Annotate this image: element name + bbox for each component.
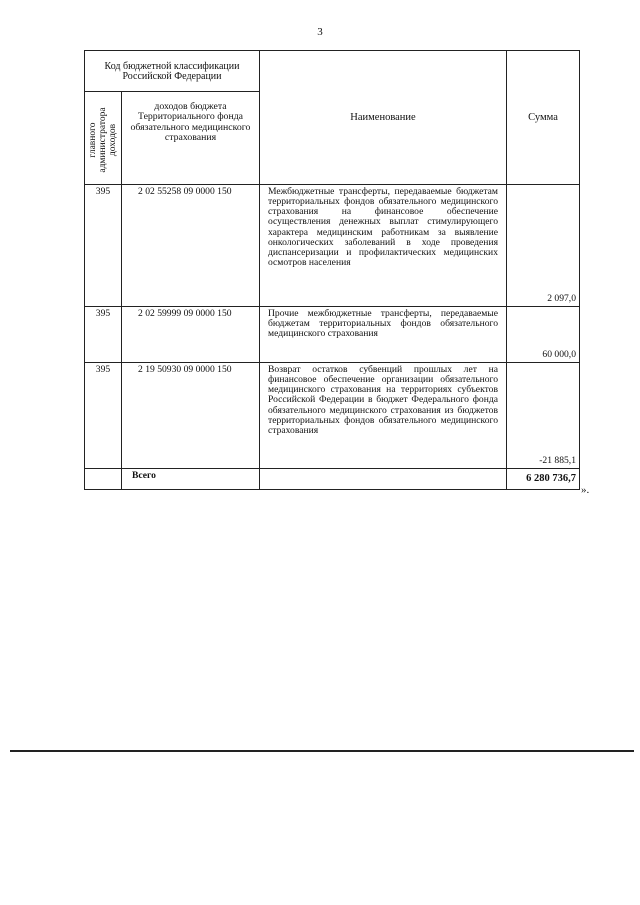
budget-table [84,50,580,490]
footer-rule [10,750,634,752]
cell-name: Прочие межбюджетные трансферты, передаваемые бюджетам территориальных фондов обязательного медицинского страхования [260,307,507,363]
header-admin-cell [85,92,122,185]
page-number: 3 [317,26,323,38]
cell-name: Возврат остатков субвенций прошлых лет на финансовое обеспечение организации обязательного медицинского страхования на территориях субъектов Российской Федерации в бюджет Федерального фонда обязательного медицинского страхования из бюджетов территориальных фондов обязательного медицинского страхования [260,363,507,469]
header-sum: Сумма [507,51,580,185]
cell-code: 2 02 59999 09 0000 150 [122,307,260,363]
header-row-1 [85,51,580,92]
total-row [85,469,580,490]
cell-code: 2 19 50930 09 0000 150 [122,363,260,469]
cell-name: Межбюджетные трансферты, передаваемые бюджетам территориальных фондов обязательного медицинского страхования на финансовое обеспечение осуществления денежных выплат стимулирующего характера медицинским работникам за выявление онкологических заболеваний в ходе проведения диспансеризации и профилактических медицинских осмотров населения [260,185,507,307]
header-admin: главного администратора доходов [87,107,118,173]
header-code-group: Код бюджетной классификации Российской Федерации [85,51,260,92]
cell-admin: 395 [85,363,122,469]
table-row [85,185,580,307]
total-sum: 6 280 736,7 [507,469,580,490]
cell-admin: 395 [85,185,122,307]
total-empty-cell [85,469,122,490]
header-name: Наименование [260,51,507,185]
total-empty-name-cell [260,469,507,490]
table-row [85,307,580,363]
closing-quote: ». [581,484,590,496]
cell-code: 2 02 55258 09 0000 150 [122,185,260,307]
header-income: доходов бюджета Территориального фонда обязательного медицинского страхования [122,92,260,185]
cell-admin: 395 [85,307,122,363]
cell-sum: 60 000,0 [507,307,580,363]
total-label: Всего [122,469,260,490]
cell-sum: 2 097,0 [507,185,580,307]
cell-sum: -21 885,1 [507,363,580,469]
table-row [85,363,580,469]
